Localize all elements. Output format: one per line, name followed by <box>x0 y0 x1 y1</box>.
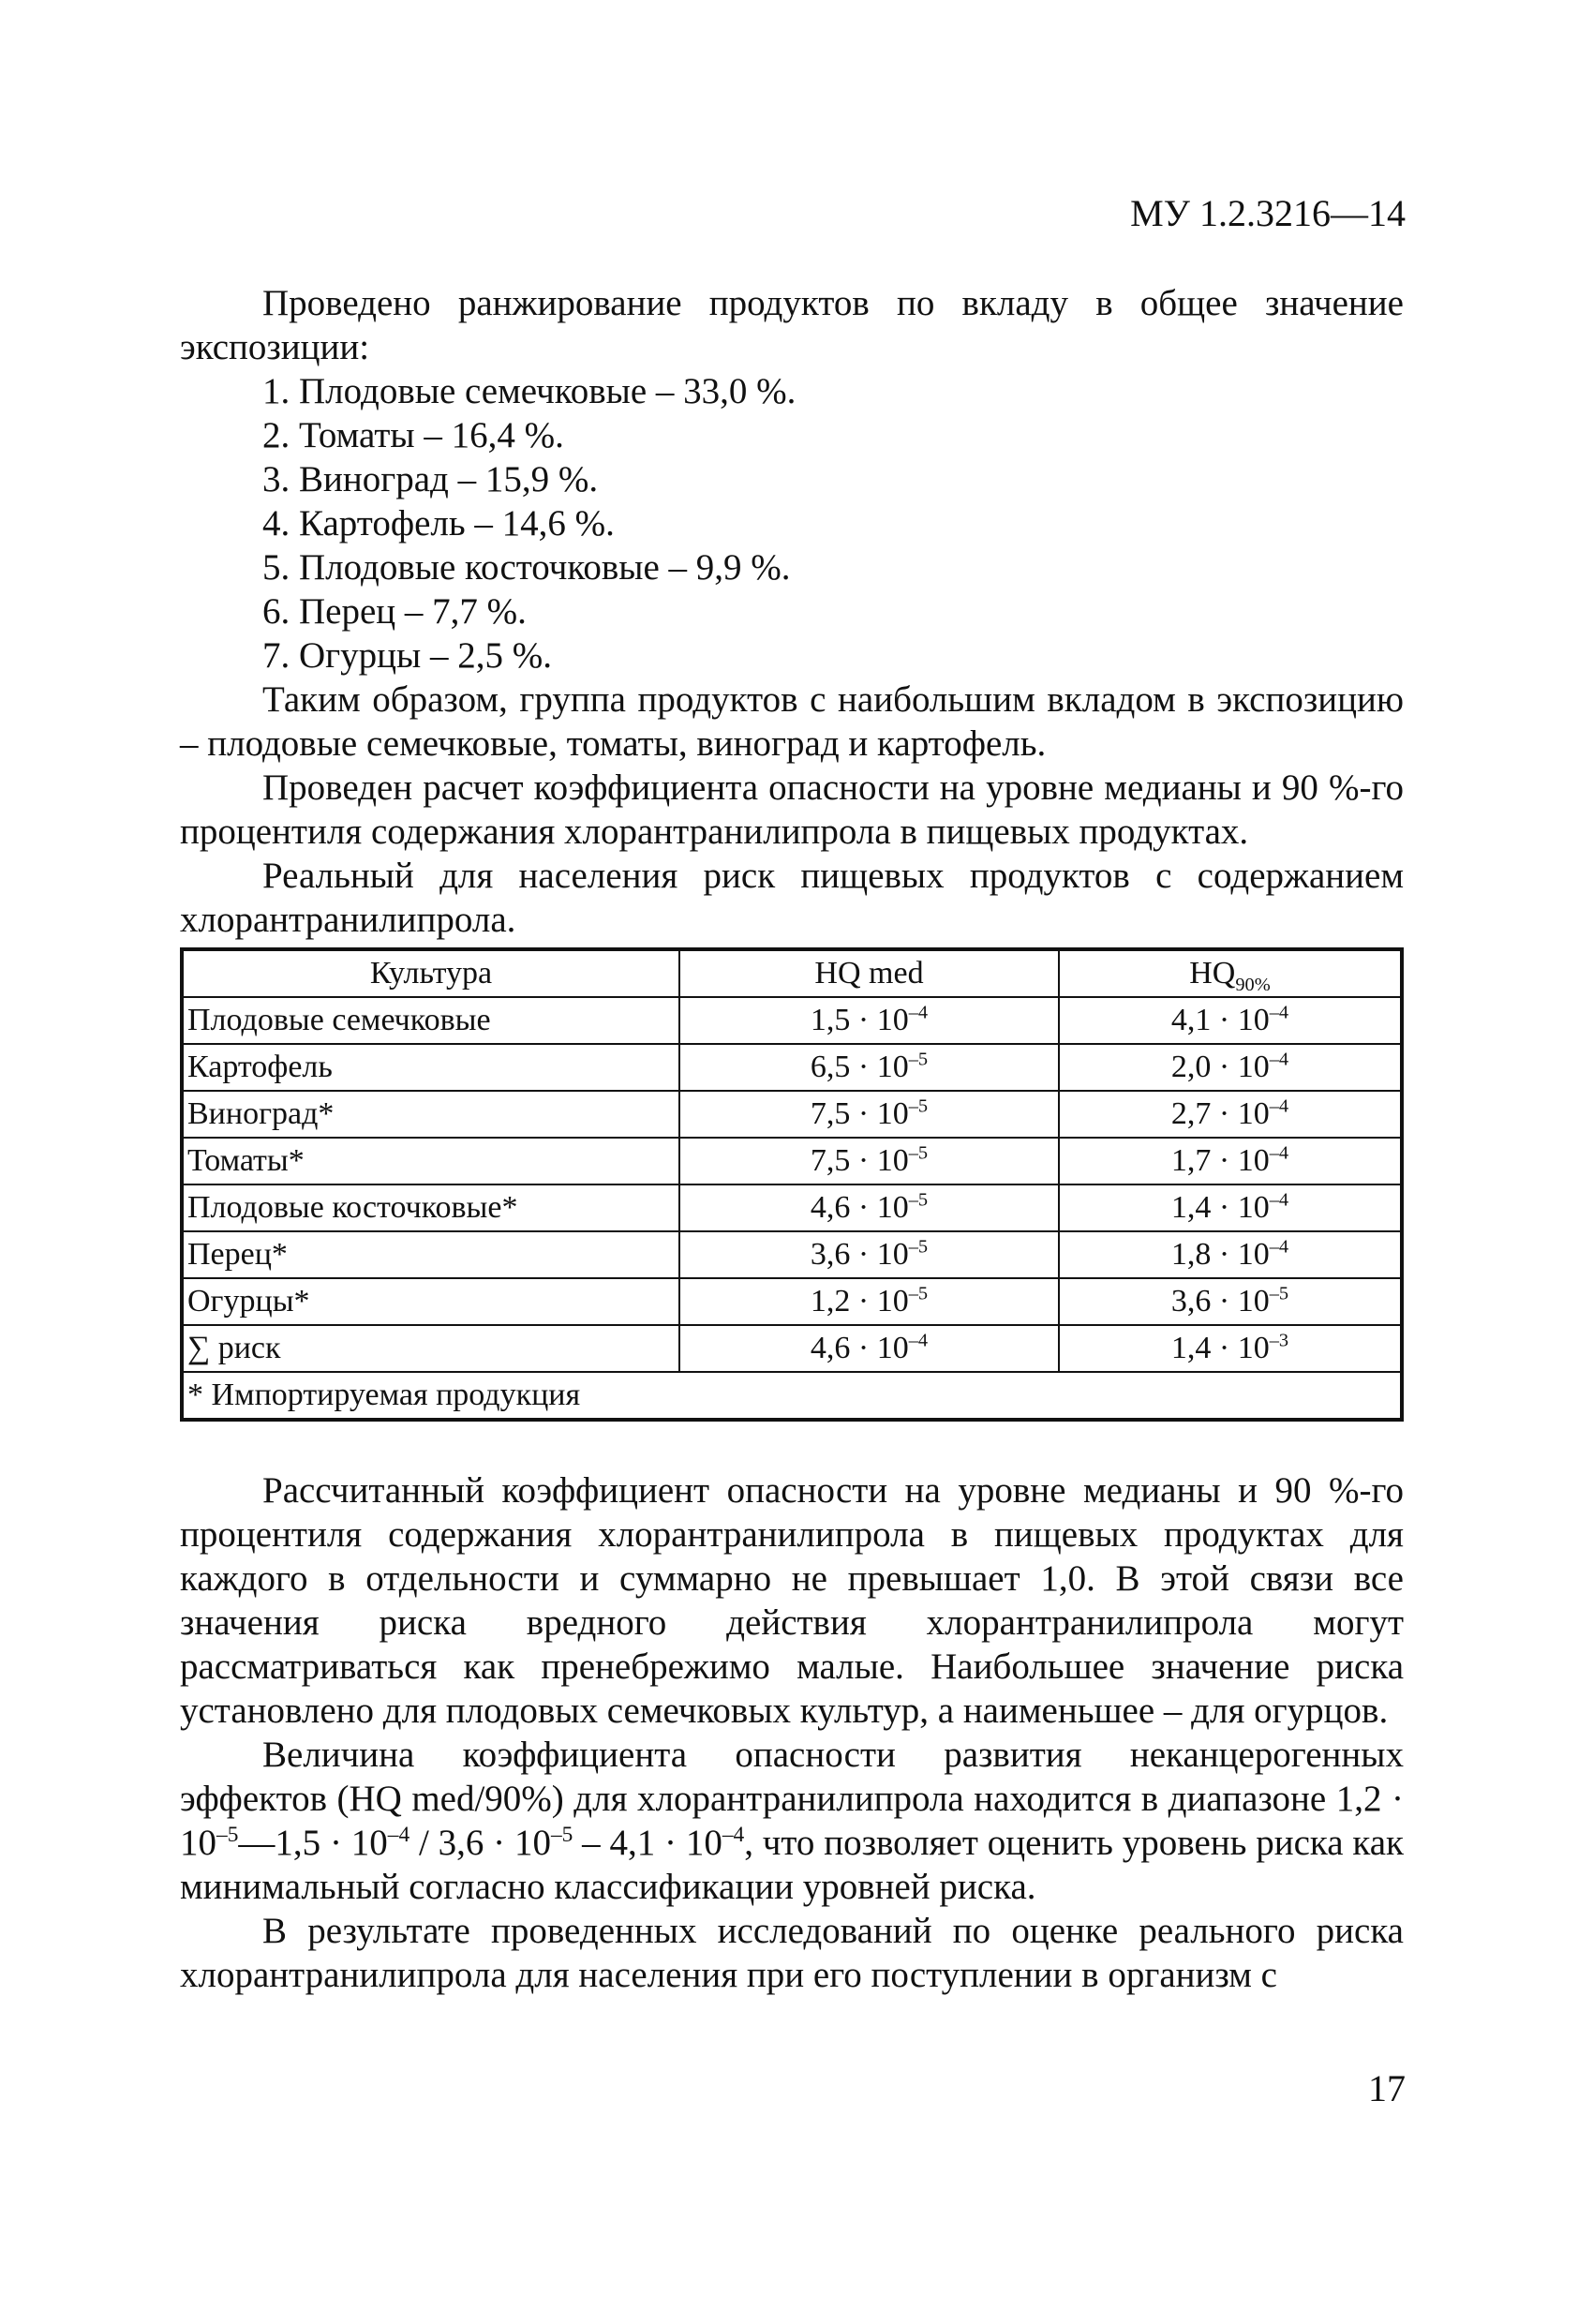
page-number: 17 <box>1368 2067 1406 2109</box>
table-row <box>182 1184 1402 1231</box>
cell-hq-90: $1,4 \cdot 10^{-3}$ <box>1059 1325 1402 1372</box>
list-item: 3. Виноград – 15,9 %. <box>262 459 599 499</box>
table-header-row <box>182 949 1402 997</box>
final-paragraph: В результате проведенных исследований по оценке реального риска хлорантранилипрола для населения при его поступлении в организм с <box>180 1911 1404 1995</box>
list-item: 7. Огурцы – 2,5 %. <box>262 635 552 676</box>
list-item: 6. Перец – 7,7 %. <box>262 591 527 632</box>
cell-crop: Плодовые семечковые <box>182 997 679 1044</box>
table-caption: Реальный для населения риск пищевых продуктов с содержанием хлорантранилипрола. <box>180 856 1404 940</box>
cell-hq-med: $4,6 \cdot 10^{-4}$ <box>679 1325 1059 1372</box>
cell-hq-med: $4,6 \cdot 10^{-5}$ <box>679 1184 1059 1231</box>
cell-crop: Огурцы* <box>182 1278 679 1325</box>
cell-crop: Томаты* <box>182 1138 679 1184</box>
header-crop: Культура <box>182 949 679 997</box>
table-row-total <box>182 1325 1402 1372</box>
header-hq-90 <box>1059 949 1402 997</box>
cell-hq-90: $4,1 \cdot 10^{-4}$ <box>1059 997 1402 1044</box>
cell-hq-90: $2,7 \cdot 10^{-4}$ <box>1059 1091 1402 1138</box>
ranking-list <box>180 369 1404 678</box>
table-row <box>182 997 1402 1044</box>
document-code: МУ 1.2.3216—14 <box>1130 192 1406 234</box>
header-hq-90-main: HQ <box>1189 956 1236 991</box>
range-paragraph: Величина коэффициента опасности развития неканцерогенных эффектов (HQ med/90%) для хлорантранилипрола находится в диапазоне $1,2 \cdot 10^{-5}—1,5 \cdot 10^{-4} / 3,6 \cdot 10^{-5} - 4,1 \cdot 10^{-4}$, что позволяет оценить уровень риска как минимальный согласно классификации уровней риска. <box>180 1735 1404 1907</box>
table-row <box>182 1091 1402 1138</box>
cell-hq-med: $1,2 \cdot 10^{-5}$ <box>679 1278 1059 1325</box>
cell-hq-90: $1,7 \cdot 10^{-4}$ <box>1059 1138 1402 1184</box>
table-row <box>182 1231 1402 1278</box>
cell-hq-90: $1,8 \cdot 10^{-4}$ <box>1059 1231 1402 1278</box>
page-content <box>180 281 1404 1997</box>
cell-hq-med: $1,5 \cdot 10^{-4}$ <box>679 997 1059 1044</box>
table-footnote-row <box>182 1372 1402 1420</box>
table-row <box>182 1044 1402 1091</box>
list-item: 5. Плодовые косточковые – 9,9 %. <box>262 547 791 588</box>
cell-hq-90: $3,6 \cdot 10^{-5}$ <box>1059 1278 1402 1325</box>
cell-crop: Плодовые косточковые* <box>182 1184 679 1231</box>
conclusion-paragraph: Рассчитанный коэффициент опасности на уровне медианы и 90 %-го процентиля содержания хлорантранилипрола в пищевых продуктах для каждого в отдельности и суммарно не превышает 1,0. В этой связи все значения риска вредного действия хлорантранилипрола могут рассматриваться как пренебрежимо малые. Наибольшее значение риска установлено для плодовых семечковых культур, а наименьшее – для огурцов. <box>180 1470 1404 1731</box>
group-paragraph: Таким образом, группа продуктов с наибольшим вкладом в экспозицию – плодовые семечковые, томаты, виноград и картофель. <box>180 679 1404 764</box>
cell-hq-90: $1,4 \cdot 10^{-4}$ <box>1059 1184 1402 1231</box>
calculation-paragraph: Проведен расчет коэффициента опасности на уровне медианы и 90 %-го процентиля содержания хлорантранилипрола в пищевых продуктах. <box>180 767 1404 852</box>
cell-crop: Виноград* <box>182 1091 679 1138</box>
cell-hq-med: $7,5 \cdot 10^{-5}$ <box>679 1138 1059 1184</box>
list-item: 4. Картофель – 14,6 %. <box>262 503 615 544</box>
risk-table <box>180 947 1404 1422</box>
cell-hq-med: $3,6 \cdot 10^{-5}$ <box>679 1231 1059 1278</box>
header-hq-90-sub: 90% <box>1235 974 1271 995</box>
table-row <box>182 1278 1402 1325</box>
table-footnote: * Импортируемая продукция <box>182 1372 1402 1420</box>
cell-hq-90: $2,0 \cdot 10^{-4}$ <box>1059 1044 1402 1091</box>
table-row <box>182 1138 1402 1184</box>
cell-crop: Перец* <box>182 1231 679 1278</box>
header-hq-med: HQ med <box>679 949 1059 997</box>
list-item: 1. Плодовые семечковые – 33,0 %. <box>262 371 796 411</box>
cell-crop: ∑ риск <box>182 1325 679 1372</box>
cell-hq-med: $6,5 \cdot 10^{-5}$ <box>679 1044 1059 1091</box>
list-item: 2. Томаты – 16,4 %. <box>262 415 564 455</box>
cell-crop: Картофель <box>182 1044 679 1091</box>
cell-hq-med: $7,5 \cdot 10^{-5}$ <box>679 1091 1059 1138</box>
intro-paragraph: Проведено ранжирование продуктов по вкладу в общее значение экспозиции: <box>180 283 1404 367</box>
